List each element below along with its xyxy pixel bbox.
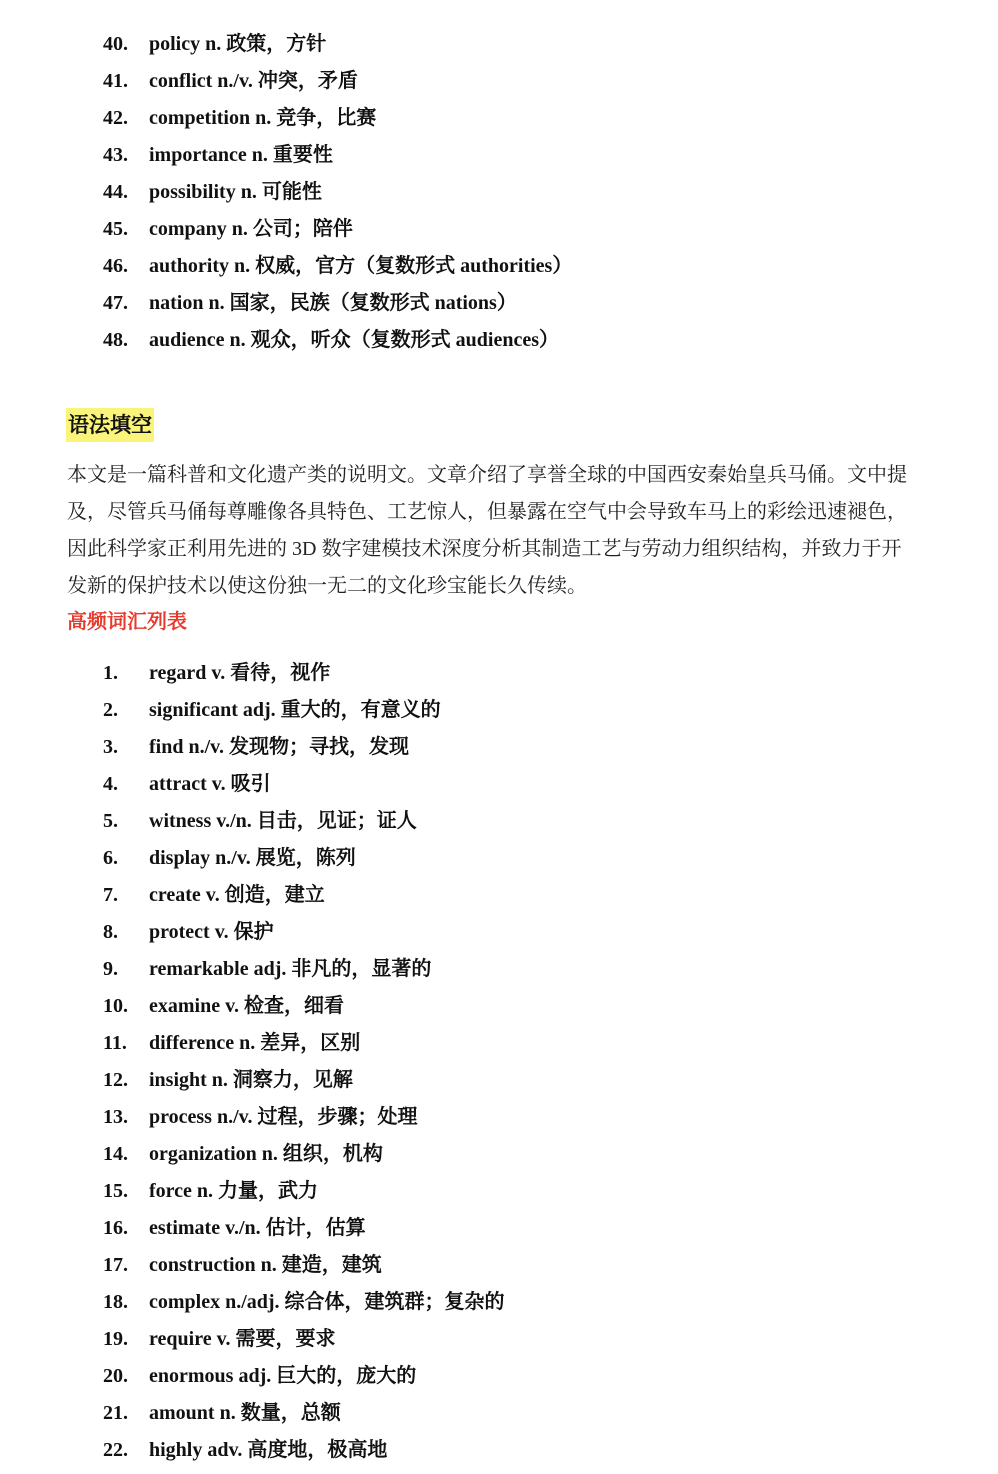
entry-text: organization n. 组织，机构	[149, 1143, 383, 1165]
entry-text: amount n. 数量，总额	[149, 1402, 341, 1424]
entry-number: 7.	[103, 884, 118, 906]
entry-text: difference n. 差异，区别	[149, 1032, 361, 1054]
entry-text: policy n. 政策，方针	[149, 33, 327, 55]
entry-number: 2.	[103, 699, 118, 721]
entry-number: 10.	[103, 995, 128, 1017]
entry-number: 19.	[103, 1328, 128, 1350]
entry-text: attract v. 吸引	[149, 773, 271, 795]
entry-text: insight n. 洞察力，见解	[149, 1069, 353, 1091]
entry-number: 15.	[103, 1180, 128, 1202]
entry-text: enormous adj. 巨大的，庞大的	[149, 1365, 417, 1387]
entry-text: find n./v. 发现物；寻找，发现	[149, 736, 410, 758]
entry-number: 40.	[103, 33, 128, 55]
entry-text: process n./v. 过程，步骤；处理	[149, 1106, 418, 1128]
entry-text: display n./v. 展览，陈列	[149, 847, 356, 869]
entry-number: 44.	[103, 181, 128, 203]
entry-number: 42.	[103, 107, 128, 129]
entry-text: company n. 公司；陪伴	[149, 218, 353, 240]
entry-text: significant adj. 重大的，有意义的	[149, 699, 441, 721]
entry-number: 18.	[103, 1291, 128, 1313]
entry-number: 43.	[103, 144, 128, 166]
entry-number: 13.	[103, 1106, 128, 1128]
entry-number: 16.	[103, 1217, 128, 1239]
entry-text: complex n./adj. 综合体，建筑群；复杂的	[149, 1291, 505, 1313]
entry-text: importance n. 重要性	[149, 144, 333, 166]
entry-text: create v. 创造，建立	[149, 884, 325, 906]
entry-number: 14.	[103, 1143, 128, 1165]
entry-number: 17.	[103, 1254, 128, 1276]
entry-number: 12.	[103, 1069, 128, 1091]
entry-number: 48.	[103, 329, 128, 351]
entry-text: highly adv. 高度地，极高地	[149, 1439, 388, 1461]
entry-number: 9.	[103, 958, 118, 980]
entry-number: 4.	[103, 773, 118, 795]
entry-text: possibility n. 可能性	[149, 181, 322, 203]
entry-number: 46.	[103, 255, 128, 277]
entry-number: 8.	[103, 921, 118, 943]
entry-text: estimate v./n. 估计，估算	[149, 1217, 366, 1239]
entry-number: 45.	[103, 218, 128, 240]
entry-text: conflict n./v. 冲突，矛盾	[149, 70, 358, 92]
entry-number: 6.	[103, 847, 118, 869]
entry-number: 5.	[103, 810, 118, 832]
entry-text: construction n. 建造，建筑	[149, 1254, 382, 1276]
entry-number: 21.	[103, 1402, 128, 1424]
entry-text: witness v./n. 目击，见证；证人	[149, 810, 417, 832]
entry-text: protect v. 保护	[149, 921, 274, 943]
entry-number: 11.	[103, 1032, 127, 1054]
entry-number: 41.	[103, 70, 128, 92]
entry-text: force n. 力量，武力	[149, 1180, 319, 1202]
section-heading: 语法填空	[66, 408, 154, 442]
vocab-list-heading: 高频词汇列表	[67, 611, 187, 633]
entry-text: audience n. 观众，听众（复数形式 audiences）	[149, 329, 560, 351]
entry-text: examine v. 检查，细看	[149, 995, 344, 1017]
entry-text: remarkable adj. 非凡的，显著的	[149, 958, 432, 980]
entry-number: 47.	[103, 292, 128, 314]
entry-text: require v. 需要，要求	[149, 1328, 336, 1350]
passage-summary: 本文是一篇科普和文化遗产类的说明文。文章介绍了享誉全球的中国西安秦始皇兵马俑。文中提及，尽管兵马俑每尊雕像各具特色、工艺惊人，但暴露在空气中会导致车马上的彩绘迅速褪色，因此科学家正利用先进的 3D 数字建模技术深度分析其制造工艺与劳动力组织结构，并致力于开发新的保护技术以使这份独一无二的文化珍宝能长久传续。	[67, 464, 907, 597]
entry-text: authority n. 权威，官方（复数形式 authorities）	[149, 255, 573, 277]
entry-text: regard v. 看待，视作	[149, 662, 331, 684]
entry-number: 22.	[103, 1439, 128, 1461]
entry-number: 1.	[103, 662, 118, 684]
entry-number: 3.	[103, 736, 118, 758]
entry-text: nation n. 国家，民族（复数形式 nations）	[149, 292, 517, 314]
entry-number: 20.	[103, 1365, 128, 1387]
entry-text: competition n. 竞争，比赛	[149, 107, 377, 129]
